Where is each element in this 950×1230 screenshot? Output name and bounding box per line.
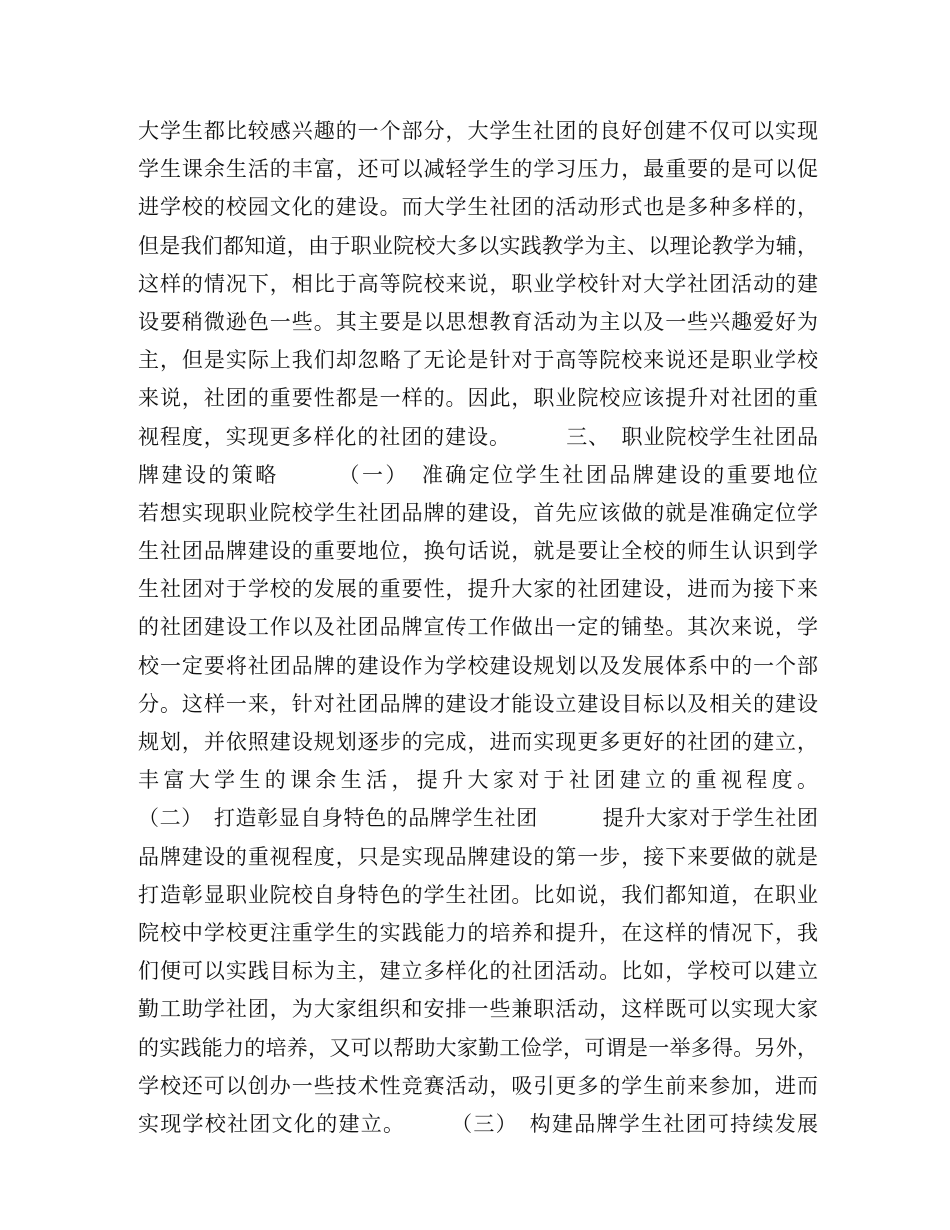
text-line: 来说，社团的重要性都是一样的。因此，职业院校应该提升对社团的重 xyxy=(138,386,818,411)
text-line: （二） 打造彰显自身特色的品牌学生社团 提升大家对于学生社团 xyxy=(138,806,818,831)
text-line: 规划，并依照建设规划逐步的完成，进而实现更多更好的社团的建立， xyxy=(138,730,818,754)
text-line: 勤工助学社团，为大家组织和安排一些兼职活动，这样既可以实现大家 xyxy=(138,997,818,1022)
text-line: 丰富大学生的课余生活，提升大家对于社团建立的重视程度。 xyxy=(138,768,818,793)
text-line: 设要稍微逊色一些。其主要是以思想教育活动为主以及一些兴趣爱好为 xyxy=(138,309,818,334)
text-line: 牌建设的策略 （一） 准确定位学生社团品牌建设的重要地位 xyxy=(138,462,818,487)
text-line: 大学生都比较感兴趣的一个部分，大学生社团的良好创建不仅可以实现 xyxy=(138,119,818,143)
text-line: 院校中学校更注重学生的实践能力的培养和提升，在这样的情况下，我 xyxy=(138,920,818,945)
text-line: 实现学校社团文化的建立。 （三） 构建品牌学生社团可持续发展 xyxy=(138,1111,818,1136)
text-line: 学生课余生活的丰富，还可以减轻学生的学习压力，最重要的是可以促 xyxy=(138,157,818,182)
text-line: 但是我们都知道，由于职业院校大多以实践教学为主、以理论教学为辅， xyxy=(138,233,818,258)
text-line: 打造彰显职业院校自身特色的学生社团。比如说，我们都知道，在职业 xyxy=(138,882,818,907)
text-line: 分。这样一来，针对社团品牌的建设才能设立建设目标以及相关的建设 xyxy=(138,691,818,716)
text-line: 的社团建设工作以及社团品牌宣传工作做出一定的铺垫。其次来说，学 xyxy=(138,615,818,640)
text-line: 主，但是实际上我们却忽略了无论是针对于高等院校来说还是职业学校 xyxy=(138,348,818,373)
text-line: 生社团品牌建设的重要地位，换句话说，就是要让全校的师生认识到学 xyxy=(138,539,818,564)
text-line: 的实践能力的培养，又可以帮助大家勤工俭学，可谓是一举多得。另外， xyxy=(138,1035,818,1060)
text-line: 这样的情况下，相比于高等院校来说，职业学校针对大学社团活动的建 xyxy=(138,271,818,296)
text-line: 进学校的校园文化的建设。而大学生社团的活动形式也是多种多样的， xyxy=(138,195,818,220)
text-line: 学校还可以创办一些技术性竞赛活动，吸引更多的学生前来参加，进而 xyxy=(138,1073,818,1098)
text-line: 视程度，实现更多样化的社团的建设。 三、 职业院校学生社团品 xyxy=(138,424,818,449)
text-line: 生社团对于学校的发展的重要性，提升大家的社团建设，进而为接下来 xyxy=(138,577,818,602)
text-line: 品牌建设的重视程度，只是实现品牌建设的第一步，接下来要做的就是 xyxy=(138,844,818,869)
text-line: 们便可以实践目标为主，建立多样化的社团活动。比如，学校可以建立 xyxy=(138,959,818,984)
text-line: 校一定要将社团品牌的建设作为学校建设规划以及发展体系中的一个部 xyxy=(138,653,818,678)
text-line: 若想实现职业院校学生社团品牌的建设，首先应该做的就是准确定位学 xyxy=(138,500,818,525)
body-text xyxy=(138,112,818,1143)
